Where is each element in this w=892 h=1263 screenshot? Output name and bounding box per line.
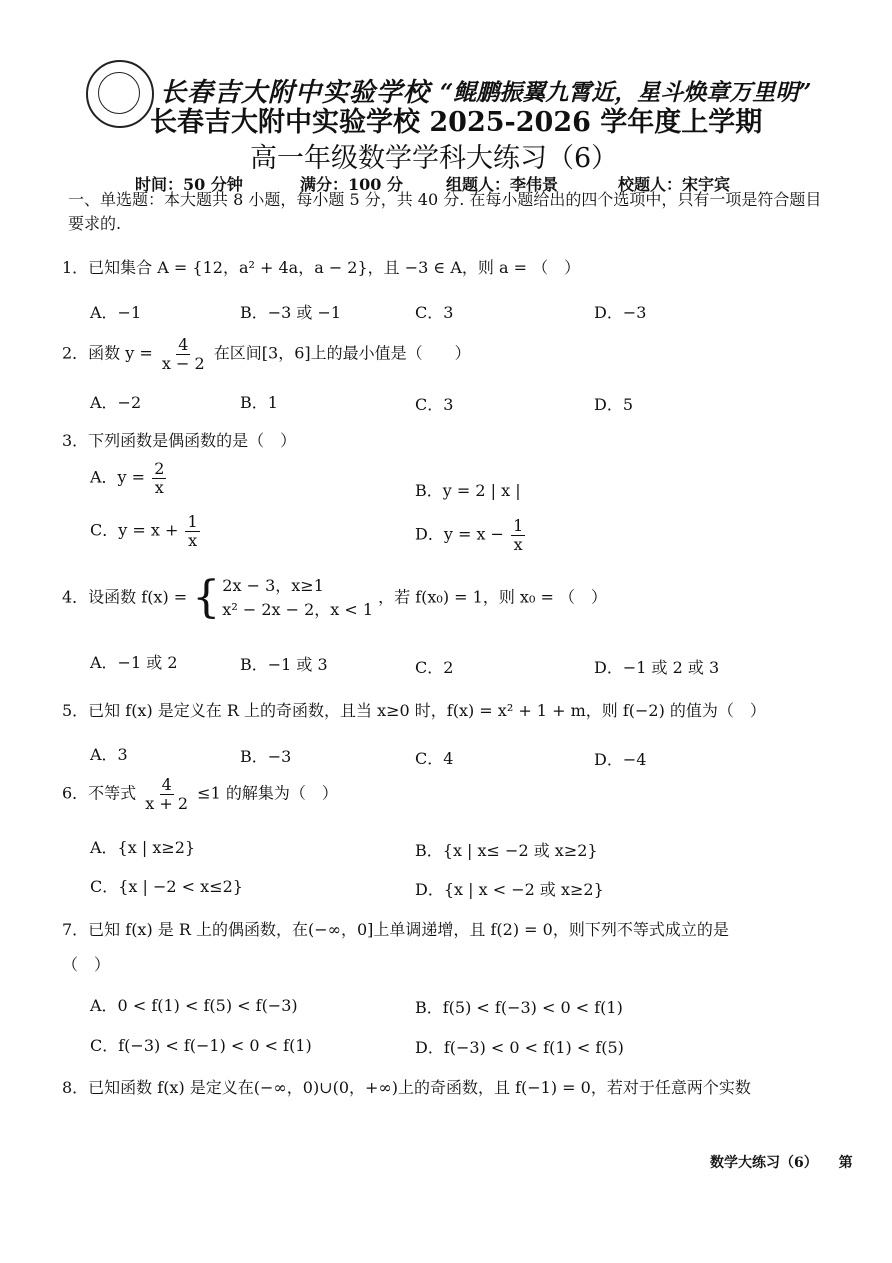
- q7-option-d: D．f(−3) < 0 < f(1) < f(5): [415, 1038, 624, 1057]
- question-4-stem: 4．设函数 f(x) = { 2x − 3，x≥1 x² − 2x − 2，x < 1 ，若 f(x₀) = 1，则 x₀ = （ ）: [62, 572, 607, 623]
- q6-option-b: B．{x | x≤ −2 或 x≥2}: [415, 841, 598, 860]
- question-checker: 校题人：宋宇宾: [618, 175, 731, 194]
- q4-option-b: B．−1 或 3: [240, 655, 328, 674]
- q4-piecewise: { 2x − 3，x≥1 x² − 2x − 2，x < 1: [192, 572, 374, 623]
- question-8-stem: 8．已知函数 f(x) 是定义在(−∞，0)∪(0，+∞)上的奇函数，且 f(−1) = 0，若对于任意两个实数: [62, 1078, 751, 1097]
- question-3-stem: 3．下列函数是偶函数的是（ ）: [62, 431, 297, 450]
- q3-option-a: A．y = $\frac{2}{x}$: [90, 459, 165, 497]
- q1-option-a: A．−1: [90, 303, 142, 322]
- question-6-stem: 6．不等式 $\frac{4}{x + 2}$ ≤1 的解集为（ ）: [62, 775, 338, 813]
- q1-option-d: D．−3: [594, 303, 647, 322]
- exam-title-line1: 长春吉大附中实验学校 2025-2026 学年度上学期: [150, 107, 763, 138]
- question-setter: 组题人：李伟景: [446, 175, 559, 194]
- exam-time: 时间：50 分钟: [135, 175, 243, 194]
- q6-option-d: D．{x | x < −2 或 x≥2}: [415, 880, 604, 899]
- q4-option-c: C．2: [415, 658, 454, 677]
- school-seal-logo: [86, 60, 154, 128]
- q6-option-c: C．{x | −2 < x≤2}: [90, 877, 243, 896]
- question-7-stem-cont: （ ）: [62, 955, 111, 974]
- section-intro: 一、单选题：本大题共 8 小题，每小题 5 分，共 40 分. 在每小题给出的四个选项中，只有一项是符合题目 要求的.: [68, 190, 838, 233]
- school-motto: “鲲鹏振翼九霄近，星斗焕章万里明”: [440, 79, 812, 106]
- q7-option-a: A．0 < f(1) < f(5) < f(−3): [90, 996, 298, 1015]
- q4-option-d: D．−1 或 2 或 3: [594, 658, 720, 677]
- footer-label: 数学大练习（6） 第: [710, 1155, 853, 1171]
- question-7-stem: 7．已知 f(x) 是 R 上的偶函数，在(−∞，0]上单调递增，且 f(2) = 0，则下列不等式成立的是: [62, 920, 729, 939]
- exam-title-line2: 高一年级数学学科大练习（6）: [250, 143, 619, 174]
- q5-option-b: B．−3: [240, 747, 292, 766]
- q3-option-d: D．y = x − $\frac{1}{x}$: [415, 516, 524, 554]
- q2-option-b: B．1: [240, 393, 278, 412]
- q1-option-c: C．3: [415, 303, 454, 322]
- q3-option-b: B．y = 2 | x |: [415, 481, 521, 500]
- footer-page-glyph: 第: [838, 1155, 853, 1171]
- q7-option-b: B．f(5) < f(−3) < 0 < f(1): [415, 998, 623, 1017]
- school-name-cursive: 长春吉大附中实验学校: [160, 78, 431, 108]
- q5-option-a: A．3: [90, 745, 128, 764]
- q1-option-b: B．−3 或 −1: [240, 303, 342, 322]
- q6-option-a: A．{x | x≥2}: [90, 838, 196, 857]
- q5-option-c: C．4: [415, 749, 454, 768]
- question-1-stem: 1．已知集合 A = {12，a² + 4a，a − 2}，且 −3 ∈ A，则 a = （ ）: [62, 258, 581, 277]
- q2-option-a: A．−2: [90, 393, 142, 412]
- exam-score: 满分：100 分: [300, 175, 403, 194]
- q2-fraction: $\frac{4}{x - 2}$: [161, 335, 205, 373]
- q4-option-a: A．−1 或 2: [90, 653, 178, 672]
- q2-option-d: D．5: [594, 395, 634, 414]
- q2-option-c: C．3: [415, 395, 454, 414]
- question-2-stem: 2．函数 y = $\frac{4}{x - 2}$ 在区间[3，6]上的最小值是（ ）: [62, 335, 471, 373]
- q7-option-c: C．f(−3) < f(−1) < 0 < f(1): [90, 1036, 312, 1055]
- q5-option-d: D．−4: [594, 750, 647, 769]
- q3-option-c: C．y = x + $\frac{1}{x}$: [90, 512, 198, 550]
- question-5-stem: 5．已知 f(x) 是定义在 R 上的奇函数，且当 x≥0 时，f(x) = x² + 1 + m，则 f(−2) 的值为（ ）: [62, 701, 766, 720]
- q6-fraction: $\frac{4}{x + 2}$: [145, 775, 189, 813]
